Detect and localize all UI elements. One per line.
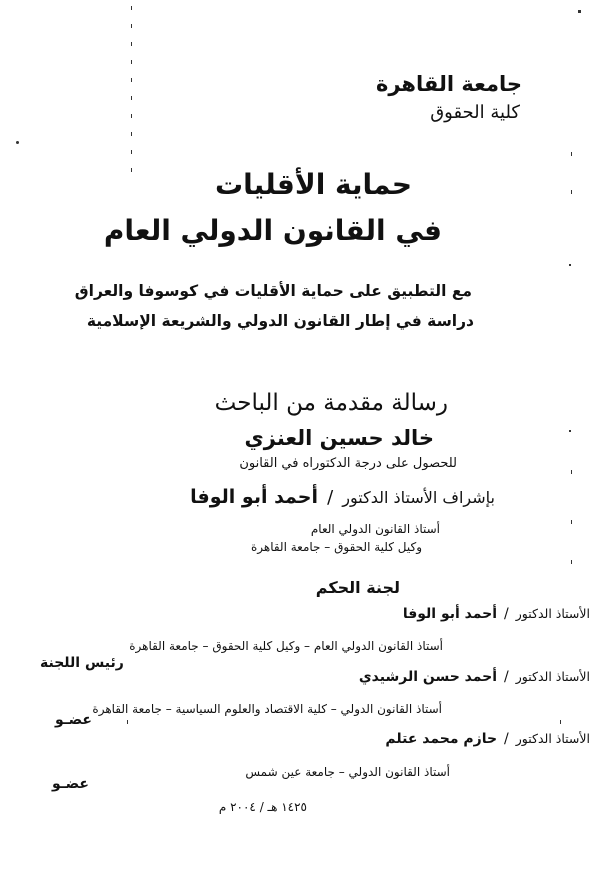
scan-speck [131, 132, 132, 136]
scan-speck [131, 42, 132, 46]
supervision-line [190, 486, 495, 508]
scan-speck [571, 520, 572, 524]
member-role: عضـو [55, 712, 92, 728]
member-role-chair: رئيس اللجنة [40, 655, 124, 671]
member-name: حازم محمد عتلم [385, 731, 498, 747]
member-prefix: الأستاذ الدكتور [515, 669, 590, 684]
researcher-name: خالد حسين العنزي [244, 426, 434, 450]
separator: / [504, 731, 509, 747]
degree-purpose: للحصول على درجة الدكتوراه في القانون [239, 456, 457, 471]
supervisor-role: وكيل كلية الحقوق – جامعة القاهرة [250, 540, 422, 554]
scan-speck [131, 96, 132, 100]
separator: / [327, 487, 334, 508]
member-affiliation: أستاذ القانون الدولي – جامعة عين شمس [245, 765, 450, 779]
member-prefix: الأستاذ الدكتور [515, 606, 590, 621]
member-affiliation: أستاذ القانون الدولي – كلية الاقتصاد والعلوم السياسية – جامعة القاهرة [92, 702, 442, 716]
scan-speck [578, 10, 581, 13]
thesis-subtitle-line-1: مع التطبيق على حماية الأقليات في كوسوفا والعراق [74, 282, 472, 300]
committee-member-2 [359, 669, 590, 685]
separator: / [504, 669, 509, 685]
member-name: أحمد أبو الوفا [402, 606, 498, 622]
supervision-label: بإشراف الأستاذ الدكتور [342, 488, 495, 507]
supervisor-title: أستاذ القانون الدولي العام [310, 522, 440, 536]
separator: / [504, 606, 509, 622]
faculty-name: كلية الحقوق [430, 102, 520, 123]
scan-speck [127, 720, 128, 724]
scan-speck [131, 24, 132, 28]
member-name: أحمد حسن الرشيدي [358, 669, 498, 685]
thesis-title-line-1: حماية الأقليات [215, 168, 412, 201]
scan-speck [569, 264, 571, 266]
scan-speck [571, 190, 572, 194]
scan-speck [571, 152, 572, 156]
scan-speck [131, 150, 132, 154]
scan-speck [131, 60, 132, 64]
scan-speck [131, 78, 132, 82]
committee-member-3 [385, 731, 590, 747]
scan-speck [560, 720, 561, 724]
university-name: جامعة القاهرة [375, 72, 522, 96]
presented-by: رسالة مقدمة من الباحث [214, 390, 448, 416]
scan-speck [131, 6, 132, 10]
scan-speck [569, 430, 571, 432]
thesis-title-line-2: في القانون الدولي العام [103, 214, 442, 247]
member-role: عضـو [52, 776, 89, 792]
supervisor-name: أحمد أبو الوفا [190, 486, 318, 508]
date: ١٤٢٥ هـ / ٢٠٠٤ م [218, 800, 307, 814]
member-affiliation: أستاذ القانون الدولي العام – وكيل كلية الحقوق – جامعة القاهرة [129, 639, 443, 653]
scan-speck [16, 141, 19, 144]
thesis-subtitle-line-2: دراسة في إطار القانون الدولي والشريعة الإسلامية [86, 312, 474, 330]
scan-speck [131, 114, 132, 118]
scan-speck [571, 470, 572, 474]
committee-heading: لجنة الحكم [315, 578, 400, 597]
member-prefix: الأستاذ الدكتور [515, 731, 590, 746]
scan-speck [571, 560, 572, 564]
committee-member-1 [403, 606, 590, 622]
scan-speck [131, 168, 132, 172]
